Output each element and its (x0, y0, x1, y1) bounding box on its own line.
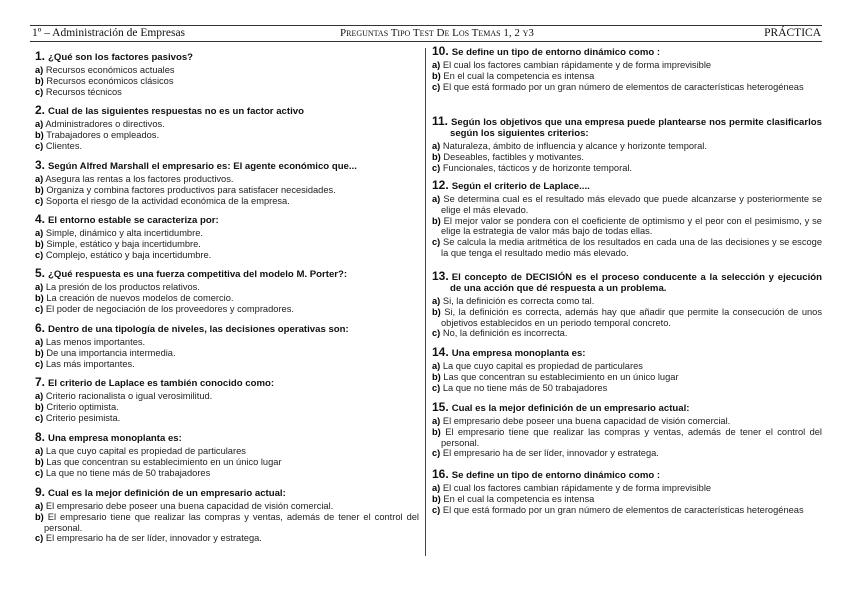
question-13 (432, 271, 822, 339)
option-text: El empresario ha de ser líder, innovador y estratega. (442, 448, 659, 459)
answer-option (35, 337, 419, 348)
option-text: El cual los factores cambian rápidamente y de forma imprevisible (442, 483, 712, 493)
option-text: Complejo, estático y baja incertidumbre. (45, 249, 212, 260)
answer-option (35, 196, 419, 207)
option-letter: b) (35, 347, 44, 358)
option-text: Recursos económicos clásicos (46, 75, 174, 86)
option-text: El mejor valor se pondera con el coeficiente de optimismo y el peor con el pesimismo, y se elige la estrategia de valor más bajo de todas ellas. (441, 215, 822, 237)
option-letter: c) (432, 237, 441, 248)
question-number: 9. (35, 485, 46, 499)
option-text: El que está formado por un gran número de elementos de características heterogéneas (442, 504, 804, 515)
answer-option (35, 87, 419, 98)
answer-option (35, 446, 419, 457)
option-letter: b) (35, 456, 44, 467)
option-text: No, la definición es incorrecta. (442, 328, 568, 339)
question-label: El concepto de DECISIÓN es el proceso conducente a la selección y ejecución de una acción que dé respuesta a un problema. (450, 272, 822, 294)
question-label: Según los objetivos que una empresa puede plantearse nos permite clasificarlos según los siguientes criterios: (450, 117, 822, 139)
header-section: PRÁCTICA (764, 27, 821, 39)
option-text: Clientes. (45, 140, 83, 151)
option-text: El empresario tiene que realizar las compras y ventas, además de tener el control del personal. (441, 426, 822, 448)
answer-option (35, 359, 419, 370)
option-letter: a) (35, 282, 44, 292)
question-number: 10. (432, 44, 449, 58)
option-letter: b) (35, 75, 44, 86)
answer-option (35, 239, 419, 250)
question-9 (35, 487, 419, 544)
question-text (35, 268, 419, 280)
question-label: Cual es la mejor definición de un empresario actual: (48, 488, 286, 499)
option-letter: c) (432, 328, 441, 339)
answer-option (432, 361, 822, 372)
answer-option (35, 293, 419, 304)
question-text (432, 402, 822, 414)
answer-option (432, 494, 822, 505)
option-letter: c) (35, 533, 44, 544)
question-1 (35, 51, 419, 97)
question-number: 2. (35, 103, 46, 117)
option-letter: b) (432, 371, 441, 382)
option-letter: b) (35, 511, 44, 522)
option-text: El que está formado por un gran número de elementos de características heterogéneas (442, 81, 804, 92)
question-5 (35, 268, 419, 314)
option-text: Funcionales, tácticos y de horizonte temporal. (442, 162, 633, 173)
option-text: Las que concentran su establecimiento en un único lugar (46, 456, 282, 467)
answer-option (432, 296, 822, 307)
option-letter: c) (35, 303, 44, 314)
question-label: ¿Qué son los factores pasivos? (48, 52, 194, 63)
answer-option (432, 216, 822, 238)
question-number: 16. (432, 467, 449, 481)
answer-option (35, 141, 419, 152)
option-text: El cual los factores cambian rápidamente y de forma imprevisible (442, 60, 712, 70)
option-letter: c) (35, 195, 44, 206)
question-text (432, 347, 822, 359)
option-letter: b) (35, 184, 44, 195)
option-letter: a) (432, 141, 441, 151)
option-text: Si, la definición es correcta como tal. (442, 296, 595, 306)
question-text (432, 46, 822, 58)
option-text: Las que concentran su establecimiento en un único lugar (443, 371, 679, 382)
option-letter: c) (432, 504, 441, 515)
question-label: Se define un tipo de entorno dinámico como : (451, 470, 661, 481)
answer-option (35, 457, 419, 468)
question-14 (432, 347, 822, 393)
option-letter: b) (35, 292, 44, 303)
answer-option (35, 533, 419, 544)
question-label: Cual es la mejor definición de un empresario actual: (451, 403, 690, 414)
question-7 (35, 377, 419, 423)
answer-option (35, 174, 419, 185)
option-text: Administradores o directivos. (45, 119, 165, 129)
option-text: Criterio optimista. (46, 401, 119, 412)
question-text (35, 487, 419, 499)
question-number: 11. (432, 114, 449, 128)
question-number: 8. (35, 430, 46, 444)
option-text: En el cual la competencia es intensa (443, 493, 595, 504)
option-letter: a) (35, 391, 44, 401)
question-text (35, 51, 419, 63)
option-text: Se calcula la media aritmética de los resultados en cada una de las decisiones y se escoge la que tenga el resultado medio más elevado. (441, 237, 822, 258)
question-text (432, 469, 822, 481)
header-bottom-rule (30, 41, 822, 42)
question-text (35, 323, 419, 335)
question-number: 15. (432, 400, 449, 414)
question-text (35, 377, 419, 389)
question-text (432, 116, 822, 139)
option-text: El empresario debe poseer una buena capacidad de visión comercial. (442, 416, 731, 426)
question-number: 14. (432, 345, 449, 359)
question-label: Según el criterio de Laplace.... (451, 181, 590, 192)
question-number: 4. (35, 212, 46, 226)
option-text: Organiza y combina factores productivos para satisfacer necesidades. (46, 184, 336, 195)
answer-option (35, 512, 419, 534)
option-text: Simple, dinámico y alta incertidumbre. (45, 228, 203, 238)
answer-option (432, 141, 822, 152)
option-letter: c) (35, 86, 44, 97)
answer-option (432, 163, 822, 174)
option-text: El poder de negociación de los proveedores y compradores. (45, 303, 294, 314)
question-2 (35, 105, 419, 151)
option-letter: c) (35, 412, 44, 423)
answer-option (432, 328, 822, 339)
column-divider (425, 48, 426, 556)
question-label: Una empresa monoplanta es: (451, 348, 586, 359)
option-letter: b) (432, 493, 441, 504)
question-number: 1. (35, 49, 46, 63)
option-letter: c) (432, 382, 441, 393)
question-label: Según Alfred Marshall el empresario es: El agente económico que... (48, 161, 357, 172)
option-text: La que cuyo capital es propiedad de particulares (442, 361, 643, 371)
answer-option (35, 402, 419, 413)
answer-option (35, 282, 419, 293)
header-course: 1º – Administración de Empresas (32, 27, 186, 39)
question-label: Cual de las siguientes respuestas no es un factor activo (48, 106, 304, 117)
answer-option (35, 304, 419, 315)
question-10 (432, 46, 822, 92)
option-text: Criterio pesimista. (45, 412, 121, 423)
answer-option (432, 427, 822, 449)
question-text (432, 180, 822, 192)
option-letter: c) (432, 81, 441, 92)
option-letter: c) (35, 467, 44, 478)
option-text: Recursos económicos actuales (45, 65, 175, 75)
option-text: Asegura las rentas a los factores productivos. (45, 174, 234, 184)
question-11 (432, 116, 822, 173)
option-letter: a) (432, 361, 441, 371)
answer-option (432, 60, 822, 71)
option-letter: c) (35, 249, 44, 260)
answer-option (35, 65, 419, 76)
option-letter: b) (432, 151, 441, 162)
option-text: La creación de nuevos modelos de comercio. (46, 292, 234, 303)
question-text (35, 214, 419, 226)
question-text (35, 105, 419, 117)
header-top-rule (30, 25, 822, 26)
option-letter: a) (35, 501, 44, 511)
answer-option (35, 348, 419, 359)
option-text: Naturaleza, ámbito de influencia y alcance y horizonte temporal. (442, 141, 707, 151)
option-letter: b) (35, 238, 44, 249)
question-text (35, 432, 419, 444)
option-letter: c) (432, 162, 441, 173)
answer-option (35, 130, 419, 141)
answer-option (35, 185, 419, 196)
answer-option (35, 468, 419, 479)
question-4 (35, 214, 419, 260)
question-label: Dentro de una tipología de niveles, las decisiones operativas son: (48, 324, 349, 335)
answer-option (35, 228, 419, 239)
answer-option (35, 250, 419, 261)
option-text: Deseables, factibles y motivantes. (443, 151, 584, 162)
question-3 (35, 160, 419, 206)
answer-option (432, 237, 822, 259)
option-text: La que cuyo capital es propiedad de particulares (45, 446, 246, 456)
question-number: 3. (35, 158, 46, 172)
answer-option (432, 372, 822, 383)
question-15 (432, 402, 822, 459)
question-6 (35, 323, 419, 369)
question-12 (432, 180, 822, 259)
option-text: La que no tiene más de 50 trabajadores (442, 382, 608, 393)
answer-option (35, 501, 419, 512)
answer-option (432, 505, 822, 516)
option-letter: a) (432, 60, 441, 70)
answer-option (35, 119, 419, 130)
option-letter: b) (35, 129, 44, 140)
option-text: Soporta el riesgo de la actividad económica de la empresa. (45, 195, 290, 206)
question-number: 13. (432, 269, 449, 283)
option-text: La presión de los productos relativos. (45, 282, 200, 292)
answer-option (432, 82, 822, 93)
answer-option (432, 194, 822, 216)
option-letter: b) (432, 426, 441, 437)
question-number: 7. (35, 375, 46, 389)
option-letter: a) (35, 337, 44, 347)
answer-option (35, 76, 419, 87)
question-number: 6. (35, 321, 46, 335)
answer-option (432, 483, 822, 494)
option-text: Si, la definición es correcta, además hay que añadir que permite la consecución de unos objetivos establecidos en un periodo temporal concreto. (441, 306, 822, 328)
question-text (35, 160, 419, 172)
option-letter: c) (432, 448, 441, 459)
option-letter: a) (35, 119, 44, 129)
option-letter: b) (432, 70, 441, 81)
option-text: En el cual la competencia es intensa (443, 70, 595, 81)
question-text (432, 271, 822, 294)
option-text: Recursos técnicos (45, 86, 122, 97)
option-text: El empresario debe poseer una buena capacidad de visión comercial. (45, 501, 334, 511)
option-letter: a) (35, 65, 44, 75)
answer-option (432, 307, 822, 329)
option-text: De una importancia intermedia. (46, 347, 176, 358)
question-label: Se define un tipo de entorno dinámico como : (451, 47, 661, 58)
answer-option (432, 383, 822, 394)
answer-option (35, 391, 419, 402)
option-text: Criterio racionalista o igual verosimilitud. (45, 391, 213, 401)
option-letter: b) (432, 215, 441, 226)
header-title: Preguntas Tipo Test De Los Temas 1, 2 y3 (340, 27, 534, 39)
option-letter: a) (35, 446, 44, 456)
option-text: El empresario tiene que realizar las compras y ventas, además de tener el control del personal. (44, 511, 419, 533)
option-text: Las menos importantes. (45, 337, 146, 347)
option-letter: a) (432, 416, 441, 426)
option-text: Se determina cual es el resultado más elevado que puede alcanzarse y posteriormente se elige el más elevado. (441, 194, 822, 215)
option-letter: b) (35, 401, 44, 412)
answer-option (432, 71, 822, 82)
question-label: ¿Qué respuesta es una fuerza competitiva del modelo M. Porter?: (48, 269, 348, 280)
option-letter: b) (432, 306, 441, 317)
option-letter: a) (432, 194, 441, 204)
option-text: La que no tiene más de 50 trabajadores (45, 467, 211, 478)
option-text: Simple, estático y baja incertidumbre. (46, 238, 201, 249)
option-text: El empresario ha de ser líder, innovador y estratega. (45, 533, 262, 544)
answer-option (432, 152, 822, 163)
question-label: El entorno estable se caracteriza por: (48, 215, 219, 226)
option-text: Las más importantes. (45, 358, 135, 369)
question-number: 5. (35, 266, 46, 280)
option-letter: a) (432, 296, 441, 306)
question-label: Una empresa monoplanta es: (48, 433, 182, 444)
question-label: El criterio de Laplace es también conocido como: (48, 378, 275, 389)
question-16 (432, 469, 822, 515)
answer-option (432, 416, 822, 427)
answer-option (35, 413, 419, 424)
option-letter: a) (35, 228, 44, 238)
option-letter: a) (35, 174, 44, 184)
answer-option (432, 448, 822, 459)
option-text: Trabajadores o empleados. (46, 129, 160, 140)
option-letter: a) (432, 483, 441, 493)
question-8 (35, 432, 419, 478)
option-letter: c) (35, 140, 44, 151)
option-letter: c) (35, 358, 44, 369)
question-number: 12. (432, 178, 449, 192)
